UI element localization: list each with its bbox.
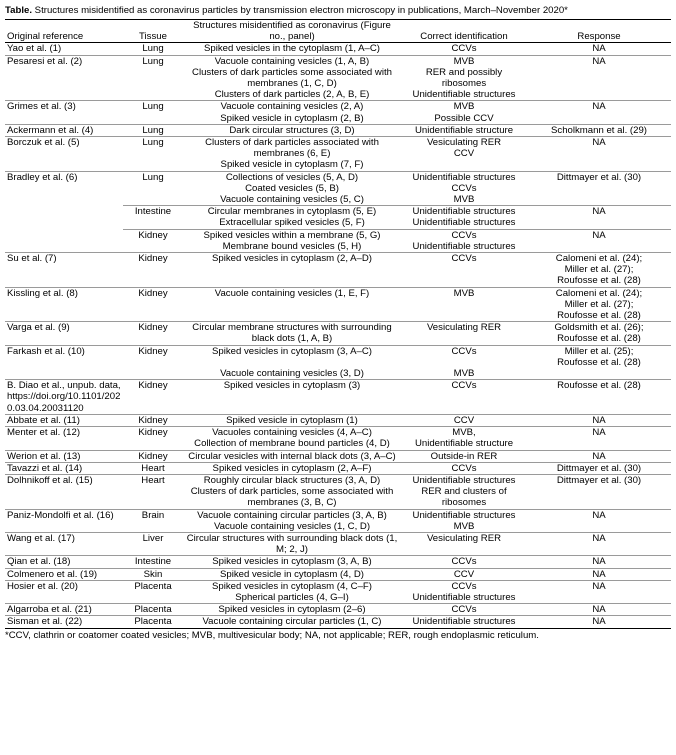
- cell-identification: [401, 556, 527, 568]
- header-tissue: Tissue: [123, 20, 183, 43]
- table-caption: [5, 4, 671, 20]
- header-identification: Correct identification: [401, 20, 527, 43]
- cell-line: Miller et al. (27);: [564, 264, 634, 276]
- cell-tissue: Kidney: [123, 229, 183, 252]
- cell-reference: [5, 229, 123, 252]
- cell-line: Dittmayer et al. (30): [556, 171, 642, 183]
- table-row: [5, 171, 671, 206]
- cell-response: [527, 229, 671, 252]
- cell-line: Spiked vesicles in cytoplasm (3, A–C): [212, 345, 372, 357]
- cell-structures: [183, 509, 401, 532]
- table-row: [5, 206, 671, 229]
- cell-line: Calomeni et al. (24);: [555, 287, 643, 299]
- table-row: [5, 380, 671, 415]
- cell-line: RER and clusters of ribosomes: [421, 486, 507, 509]
- cell-line: Roughly circular black structures (3, A, D): [203, 474, 381, 486]
- table-row: [5, 616, 671, 628]
- cell-line: MVB: [453, 368, 475, 380]
- cell-line: CCVs: [451, 229, 477, 241]
- cell-reference: Colmenero et al. (19): [5, 568, 123, 580]
- table-row: [5, 450, 671, 462]
- cell-line: Vacuole containing vesicles (1, C, D): [213, 520, 371, 532]
- cell-line: Clusters of dark particles some associated with membranes (1, C, D): [192, 66, 392, 90]
- cell-structures: [183, 604, 401, 616]
- cell-line: NA: [592, 55, 606, 67]
- cell-structures: [183, 380, 401, 415]
- cell-tissue: Kidney: [123, 322, 183, 345]
- cell-line: MVB: [453, 101, 475, 113]
- cell-tissue: Lung: [123, 124, 183, 136]
- cell-tissue: Heart: [123, 474, 183, 509]
- cell-line: Unidentifiable structures: [412, 240, 516, 252]
- cell-line: CCVs: [451, 253, 477, 265]
- cell-line: MVB,: [452, 427, 476, 439]
- cell-identification: [401, 287, 527, 322]
- cell-reference: Sisman et al. (22): [5, 616, 123, 628]
- cell-tissue: Kidney: [123, 427, 183, 450]
- cell-structures: [183, 568, 401, 580]
- cell-tissue: Lung: [123, 137, 183, 172]
- cell-line: Clusters of dark particles (2, A, B, E): [214, 89, 370, 101]
- cell-line: Spiked vesicle in cytoplasm (7, F): [220, 159, 364, 171]
- cell-tissue: Kidney: [123, 414, 183, 426]
- cell-line: Unidentifiable structures: [412, 591, 516, 603]
- header-reference: Original reference: [5, 20, 123, 43]
- cell-line: Spiked vesicles in cytoplasm (3): [223, 380, 361, 392]
- cell-line: NA: [592, 556, 606, 568]
- cell-reference: Su et al. (7): [5, 253, 123, 288]
- table-row: [5, 43, 671, 55]
- table-row: [5, 556, 671, 568]
- cell-structures: [183, 450, 401, 462]
- cell-line: Circular vesicles with internal black dots (3, A–C): [188, 450, 396, 462]
- table-row: [5, 462, 671, 474]
- cell-structures: [183, 616, 401, 628]
- cell-tissue: Placenta: [123, 580, 183, 603]
- cell-reference: Paniz-Mondolfi et al. (16): [5, 509, 123, 532]
- cell-response: [527, 137, 671, 172]
- cell-identification: [401, 509, 527, 532]
- cell-line: Dark circular structures (3, D): [229, 124, 355, 136]
- cell-line: Vesiculating RER: [426, 532, 502, 544]
- cell-response: [527, 206, 671, 229]
- cell-identification: [401, 322, 527, 345]
- cell-line: Extracellular spiked vesicles (5, F): [219, 217, 365, 229]
- cell-line: Spiked vesicles within a membrane (5, G): [203, 229, 381, 241]
- cell-reference: Werion et al. (13): [5, 450, 123, 462]
- cell-identification: [401, 101, 527, 124]
- cell-tissue: Lung: [123, 171, 183, 206]
- cell-reference: Borczuk et al. (5): [5, 137, 123, 172]
- cell-structures: [183, 474, 401, 509]
- cell-reference: [5, 206, 123, 229]
- cell-line: CCVs: [451, 345, 477, 357]
- cell-line: Spiked vesicles in cytoplasm (4, C–F): [212, 580, 372, 592]
- cell-identification: [401, 532, 527, 555]
- cell-reference: Kissling et al. (8): [5, 287, 123, 322]
- cell-line: NA: [592, 229, 606, 241]
- cell-line: Unidentifiable structures: [412, 89, 516, 101]
- table-row: [5, 568, 671, 580]
- cell-response: [527, 55, 671, 101]
- cell-reference: Varga et al. (9): [5, 322, 123, 345]
- cell-tissue: Lung: [142, 43, 164, 55]
- cell-response: [527, 171, 671, 206]
- cell-line: Spiked vesicles in cytoplasm (3, A, B): [212, 556, 372, 568]
- cell-line: CCVs: [451, 182, 477, 194]
- cell-line: Vacuoles containing vesicles (4, A–C): [212, 427, 372, 439]
- cell-identification: [401, 474, 527, 509]
- cell-structures: [183, 414, 401, 426]
- cell-identification: [401, 137, 527, 172]
- cell-identification: [401, 414, 527, 426]
- table-row: [5, 124, 671, 136]
- cell-reference: Yao et al. (1): [7, 43, 62, 55]
- cell-tissue: Intestine: [123, 206, 183, 229]
- header-response: Response: [527, 20, 671, 43]
- cell-line: NA: [592, 414, 606, 426]
- cell-response: [527, 568, 671, 580]
- cell-line: Circular membrane structures with surrounding black dots (1, A, B): [192, 322, 392, 345]
- cell-identification: [401, 124, 527, 136]
- table-row: [5, 229, 671, 252]
- document: [5, 4, 671, 642]
- cell-line: NA: [592, 206, 606, 218]
- cell-line: Vacuole containing vesicles (3, D): [220, 368, 364, 380]
- cell-line: Dittmayer et al. (30): [556, 462, 642, 474]
- cell-line: NA: [592, 427, 606, 439]
- cell-identification: [401, 171, 527, 206]
- cell-structures: [183, 137, 401, 172]
- cell-line: NA: [592, 450, 606, 462]
- cell-identification: [401, 568, 527, 580]
- cell-tissue: Heart: [123, 462, 183, 474]
- cell-response: [527, 450, 671, 462]
- cell-structures: [183, 253, 401, 288]
- cell-response: [527, 43, 671, 55]
- cell-line: MVB: [453, 194, 475, 206]
- cell-response: [527, 462, 671, 474]
- cell-reference: Wang et al. (17): [5, 532, 123, 555]
- cell-line: NA: [592, 137, 606, 149]
- cell-line: Spiked vesicle in cytoplasm (4, D): [220, 568, 364, 580]
- cell-line: Goldsmith et al. (26);: [554, 322, 644, 334]
- cell-response: [527, 580, 671, 603]
- cell-structures: [183, 206, 401, 229]
- cell-line: CCVs: [451, 580, 477, 592]
- cell-line: NA: [592, 616, 606, 628]
- cell-line: NA: [592, 532, 606, 544]
- cell-line: Unidentifiable structures: [412, 206, 516, 218]
- cell-line: Calomeni et al. (24);: [555, 253, 643, 265]
- cell-line: CCVs: [451, 380, 477, 392]
- cell-response: [527, 427, 671, 450]
- cell-identification: [401, 206, 527, 229]
- cell-reference: Pesaresi et al. (2): [5, 55, 123, 101]
- cell-line: MVB: [453, 287, 475, 299]
- cell-response: [527, 345, 671, 380]
- cell-line: Scholkmann et al. (29): [551, 124, 647, 136]
- cell-response: [527, 509, 671, 532]
- cell-line: Unidentifiable structures: [412, 509, 516, 521]
- footnote: *CCV, clathrin or coatomer coated vesicles; MVB, multivesicular body; NA, not applicable; RER, rough endoplasmic reticulum.: [5, 628, 671, 642]
- cell-tissue: Skin: [123, 568, 183, 580]
- cell-structures: [183, 580, 401, 603]
- cell-reference: Dolhnikoff et al. (15): [5, 474, 123, 509]
- cell-tissue: Kidney: [123, 345, 183, 380]
- cell-response: [527, 101, 671, 124]
- cell-line: Roufosse et al. (28): [557, 356, 641, 368]
- cell-reference: Farkash et al. (10): [5, 345, 123, 380]
- cell-structures: [183, 427, 401, 450]
- cell-structures: [183, 171, 401, 206]
- cell-structures: [183, 345, 401, 380]
- cell-line: Possible CCV: [434, 112, 494, 124]
- table-row: [5, 253, 671, 288]
- cell-line: CCV: [453, 568, 475, 580]
- table-row: [5, 137, 671, 172]
- cell-structures: [183, 43, 401, 55]
- table-row: [5, 474, 671, 509]
- caption-text: Structures misidentified as coronavirus particles by transmission electron microscopy in publications, March–November 2020*: [32, 5, 568, 16]
- cell-reference: Algarroba et al. (21): [5, 604, 123, 616]
- cell-response: [527, 380, 671, 415]
- cell-line: Outside-in RER: [430, 450, 498, 462]
- table-row: [5, 101, 671, 124]
- cell-line: CCVs: [451, 556, 477, 568]
- cell-line: RER and possibly ribosomes: [425, 66, 503, 90]
- cell-line: Vesiculating RER: [426, 137, 502, 149]
- cell-line: Vacuole containing vesicles (1, A, B): [214, 55, 370, 67]
- table-body: [5, 43, 671, 628]
- cell-tissue: Kidney: [123, 253, 183, 288]
- cell-reference: Grimes et al. (3): [5, 101, 123, 124]
- table-row: [5, 345, 671, 380]
- cell-line: [185, 357, 399, 368]
- cell-response: [527, 556, 671, 568]
- cell-line: Membrane bound vesicles (5, H): [222, 240, 362, 252]
- cell-response: [527, 532, 671, 555]
- cell-line: Spiked vesicles in cytoplasm (2, A–F): [212, 462, 372, 474]
- cell-line: Vacuole containing vesicles (2, A): [220, 101, 364, 113]
- cell-line: Spiked vesicle in cytoplasm (2, B): [220, 112, 364, 124]
- cell-line: Roufosse et al. (28): [557, 275, 641, 287]
- cell-line: Circular structures with surrounding black dots (1, M; 2, J): [186, 532, 398, 556]
- header-structures: Structures misidentified as coronavirus (Figure no., panel): [183, 20, 401, 43]
- cell-line: NA: [592, 101, 606, 113]
- cell-line: Unidentifiable structures: [412, 171, 516, 183]
- cell-identification: [401, 345, 527, 380]
- cell-line: Unidentifiable structures: [412, 474, 516, 486]
- cell-identification: [401, 55, 527, 101]
- cell-line: CCVs: [451, 604, 477, 616]
- cell-reference: Tavazzi et al. (14): [5, 462, 123, 474]
- cell-line: Roufosse et al. (28): [557, 333, 641, 345]
- cell-line: Unidentifiable structure: [414, 124, 514, 136]
- cell-line: Vacuole containing circular particles (1, C): [202, 616, 382, 628]
- table-row: [5, 287, 671, 322]
- cell-line: Roufosse et al. (28): [557, 380, 641, 392]
- cell-identification: [401, 43, 527, 55]
- cell-reference: Bradley et al. (6): [5, 171, 123, 206]
- cell-line: NA: [592, 580, 606, 592]
- cell-identification: [401, 450, 527, 462]
- cell-structures: [183, 462, 401, 474]
- cell-line: Dittmayer et al. (30): [556, 474, 642, 486]
- cell-response: [527, 616, 671, 628]
- cell-line: Miller et al. (27);: [564, 298, 634, 310]
- cell-line: [403, 357, 525, 368]
- cell-line: Vesiculating RER: [426, 322, 502, 334]
- cell-reference: Ackermann et al. (4): [5, 124, 123, 136]
- cell-structures: [183, 124, 401, 136]
- cell-identification: [401, 229, 527, 252]
- cell-response: [527, 287, 671, 322]
- cell-line: Clusters of dark particles, some associated with membranes (3, B, C): [190, 486, 394, 509]
- cell-line: Spiked vesicle in cytoplasm (1): [226, 414, 358, 426]
- cell-identification: [401, 427, 527, 450]
- cell-line: CCVs: [451, 43, 477, 55]
- cell-line: Spherical particles (4, G–I): [235, 591, 349, 603]
- cell-structures: [183, 556, 401, 568]
- cell-identification: [401, 604, 527, 616]
- cell-structures: [183, 322, 401, 345]
- cell-line: Spiked vesicles in cytoplasm (2, A–D): [212, 253, 372, 265]
- cell-identification: [401, 580, 527, 603]
- cell-response: [527, 414, 671, 426]
- cell-structures: [183, 229, 401, 252]
- table-row: [5, 322, 671, 345]
- cell-line: Vacuole containing circular particles (3, A, B): [197, 509, 387, 521]
- cell-tissue: Kidney: [123, 380, 183, 415]
- data-table: [5, 20, 671, 628]
- cell-response: [527, 253, 671, 288]
- cell-line: MVB: [453, 520, 475, 532]
- cell-tissue: Lung: [123, 101, 183, 124]
- cell-tissue: Lung: [123, 55, 183, 101]
- cell-line: CCV: [453, 414, 475, 426]
- cell-line: Unidentifiable structures: [412, 616, 516, 628]
- cell-structures: [183, 101, 401, 124]
- cell-tissue: Placenta: [123, 616, 183, 628]
- cell-response: [527, 604, 671, 616]
- cell-reference: Qian et al. (18): [5, 556, 123, 568]
- cell-line: Collection of membrane bound particles (4, D): [194, 438, 390, 450]
- cell-line: NA: [592, 509, 606, 521]
- cell-identification: [401, 462, 527, 474]
- table-row: [5, 414, 671, 426]
- cell-line: Unidentifiable structures: [412, 217, 516, 229]
- cell-response: [527, 322, 671, 345]
- cell-identification: [401, 380, 527, 415]
- cell-line: NA: [592, 604, 606, 616]
- cell-identification: [401, 616, 527, 628]
- cell-line: Vacuole containing vesicles (5, C): [220, 194, 364, 206]
- cell-line: Vacuole containing vesicles (1, E, F): [214, 287, 370, 299]
- cell-line: Roufosse et al. (28): [557, 310, 641, 322]
- header-row: [5, 20, 671, 43]
- cell-tissue: Placenta: [123, 604, 183, 616]
- table-row: [5, 55, 671, 101]
- cell-response: [527, 124, 671, 136]
- table-row: [5, 532, 671, 555]
- cell-response: [527, 474, 671, 509]
- cell-line: Coated vesicles (5, B): [245, 182, 339, 194]
- cell-line: Circular membranes in cytoplasm (5, E): [207, 206, 377, 218]
- cell-line: MVB: [453, 55, 475, 67]
- cell-line: Unidentifiable structure: [414, 438, 514, 450]
- cell-structures: [183, 55, 401, 101]
- cell-line: Spiked vesicles in the cytoplasm (1, A–C): [204, 43, 380, 55]
- cell-tissue: Liver: [123, 532, 183, 555]
- cell-line: CCVs: [451, 462, 477, 474]
- table-row: [5, 604, 671, 616]
- cell-tissue: Intestine: [123, 556, 183, 568]
- cell-line: NA: [592, 43, 606, 55]
- caption-label: Table.: [5, 5, 33, 16]
- cell-tissue: Kidney: [123, 287, 183, 322]
- cell-tissue: Brain: [123, 509, 183, 532]
- cell-line: Spiked vesicles in cytoplasm (2–6): [218, 604, 366, 616]
- cell-reference: Hosier et al. (20): [5, 580, 123, 603]
- cell-line: Collections of vesicles (5, A, D): [225, 171, 359, 183]
- table-row: [5, 427, 671, 450]
- cell-line: Miller et al. (25);: [564, 345, 634, 357]
- cell-identification: [401, 253, 527, 288]
- cell-structures: [183, 532, 401, 555]
- table-row: [5, 509, 671, 532]
- table-row: [5, 580, 671, 603]
- cell-line: CCV: [453, 148, 475, 160]
- cell-reference: Abbate et al. (11): [5, 414, 123, 426]
- cell-line: NA: [592, 568, 606, 580]
- cell-tissue: Kidney: [123, 450, 183, 462]
- cell-line: Clusters of dark particles associated with membranes (6, E): [205, 137, 379, 160]
- cell-reference: B. Diao et al., unpub. data, https://doi.org/10.1101/2020.03.04.20031120: [5, 380, 123, 415]
- cell-reference: Menter et al. (12): [5, 427, 123, 450]
- cell-structures: [183, 287, 401, 322]
